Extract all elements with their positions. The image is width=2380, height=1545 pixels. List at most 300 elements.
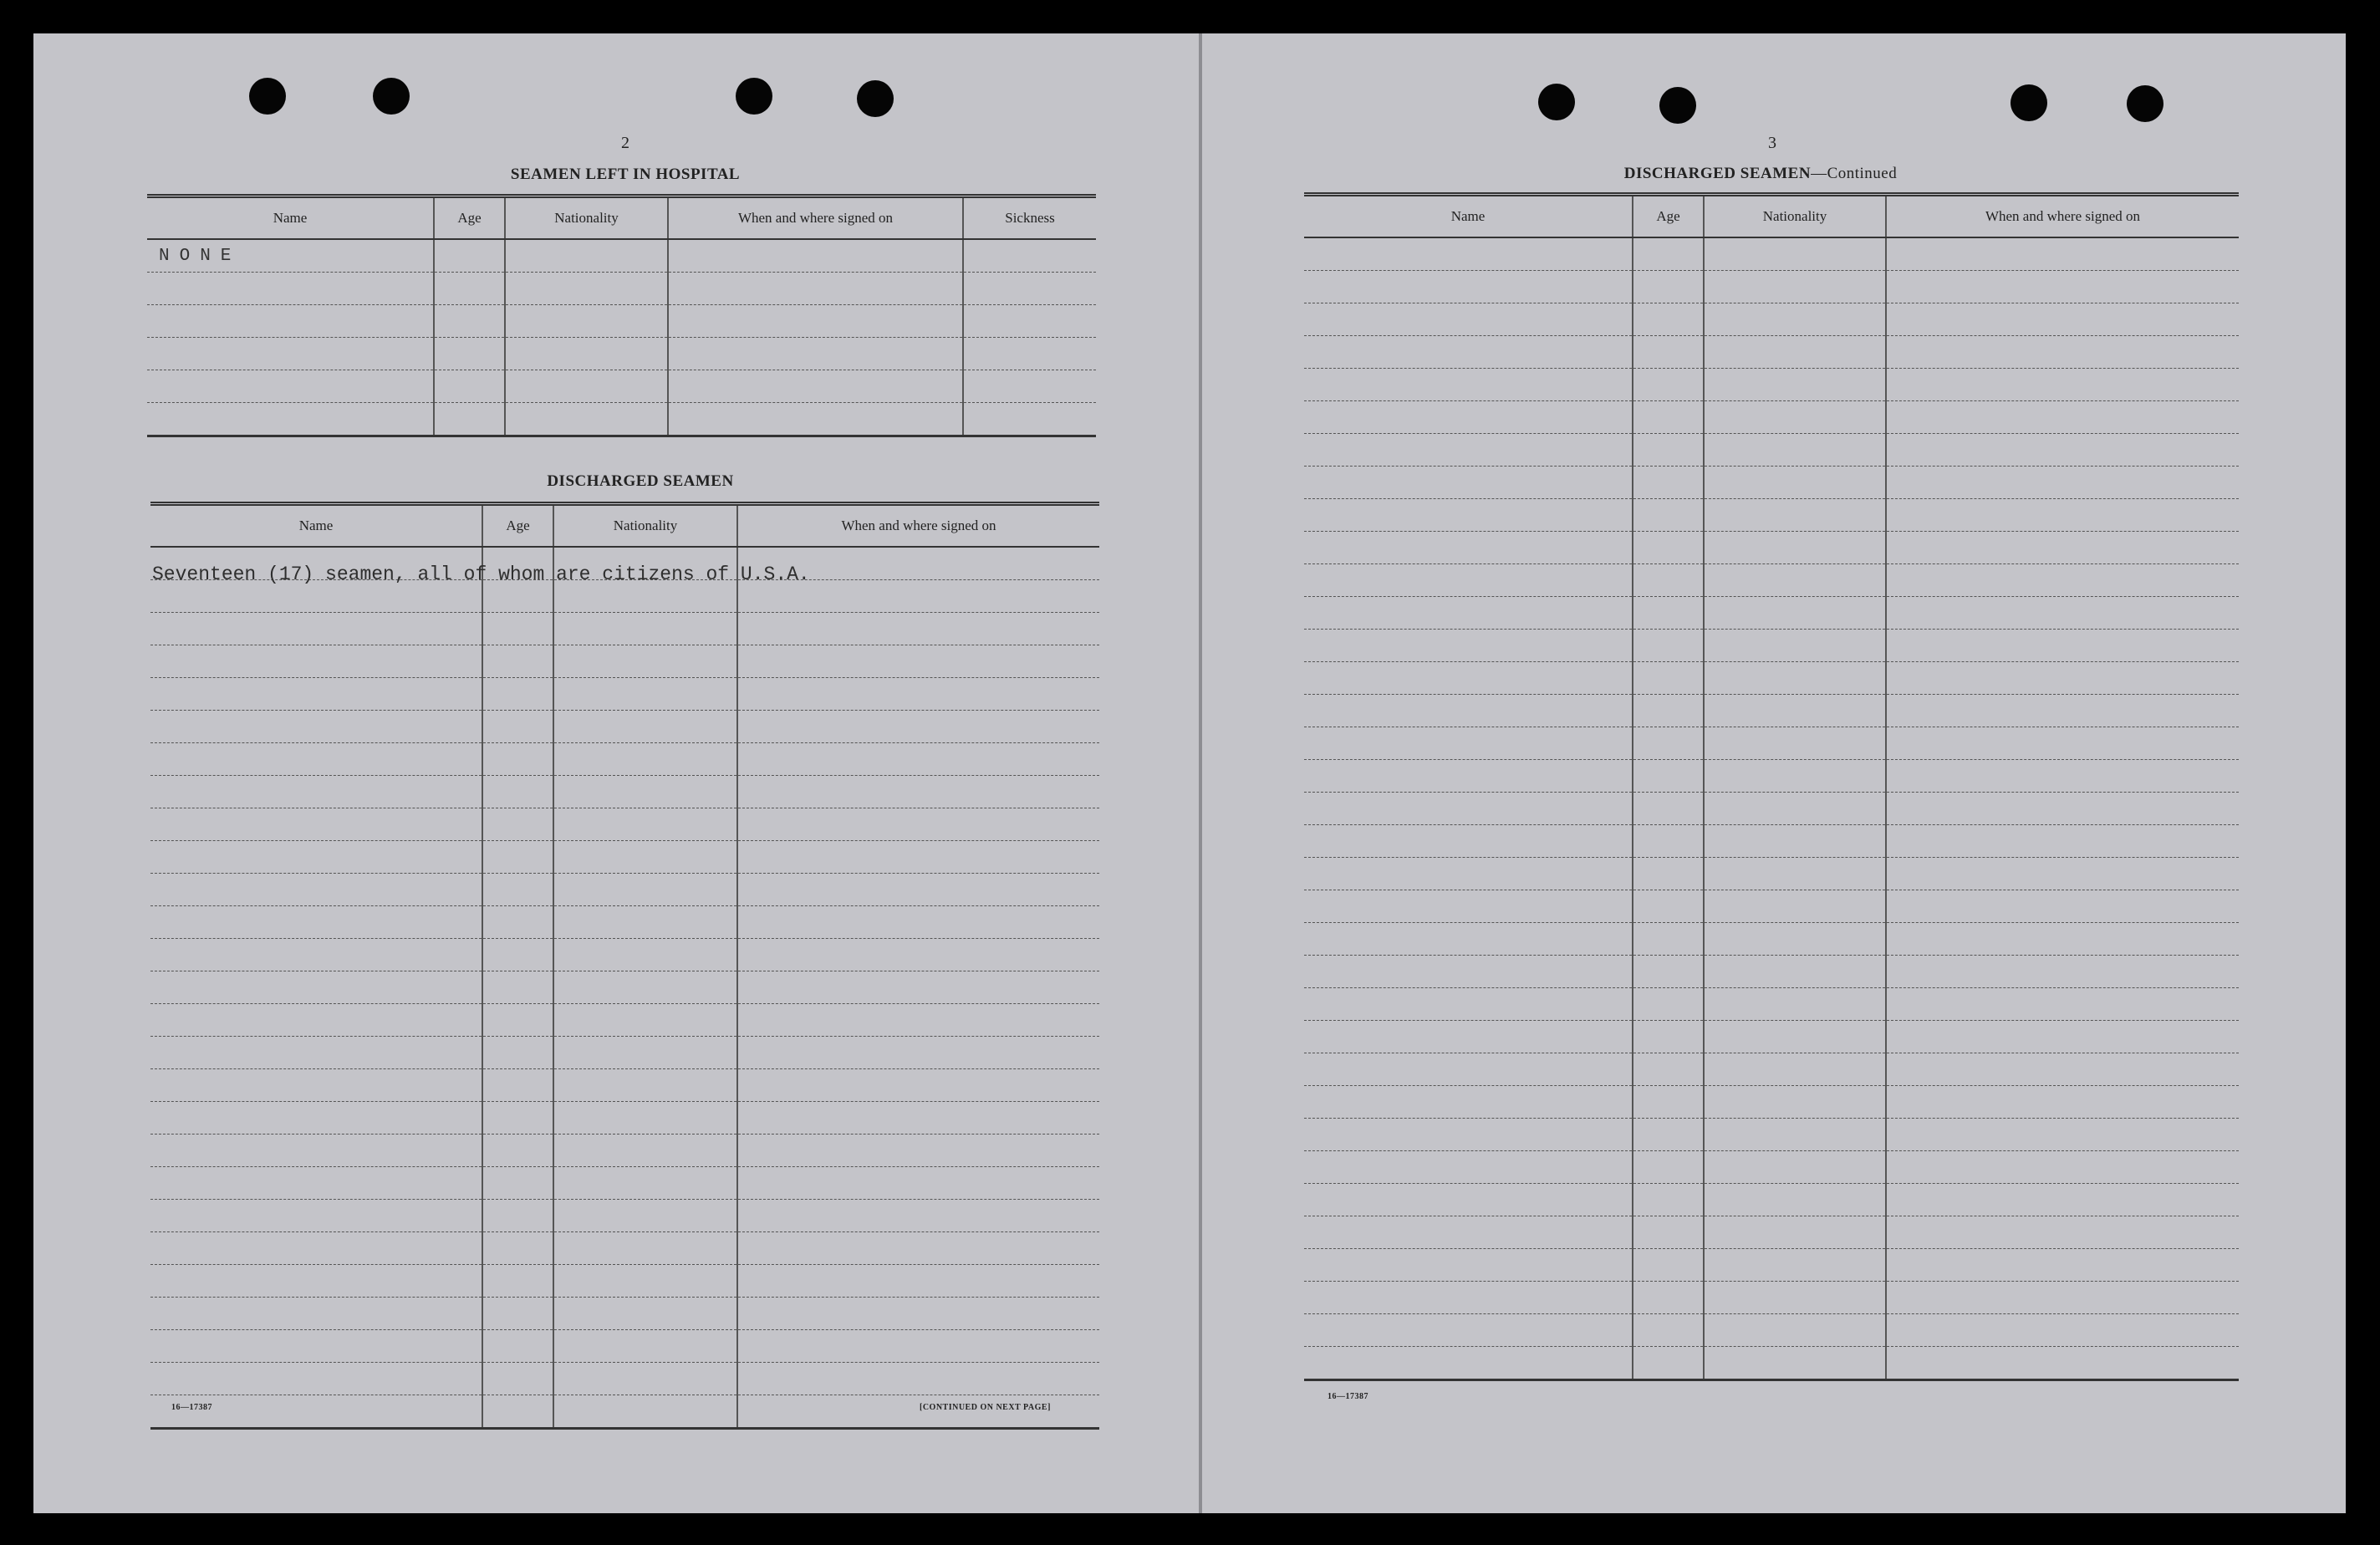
column-header-name: Name — [1304, 195, 1633, 238]
continued-note: [CONTINUED ON NEXT PAGE] — [920, 1403, 1051, 1412]
table-row — [1304, 890, 2239, 923]
table-cell — [1633, 1053, 1704, 1086]
table-cell — [1704, 727, 1886, 760]
table-row — [1304, 825, 2239, 858]
table-cell — [737, 1298, 1099, 1330]
column-header-nationality: Nationality — [505, 196, 668, 240]
table-row — [147, 273, 1096, 305]
table-cell — [737, 808, 1099, 841]
table-cell — [150, 1232, 482, 1265]
table-row — [1304, 1086, 2239, 1119]
table-cell — [1633, 434, 1704, 467]
table-row — [147, 403, 1096, 436]
table-row — [150, 613, 1099, 645]
table-cell — [1886, 303, 2239, 336]
table-cell — [1886, 1314, 2239, 1347]
column-header-signed-on: When and where signed on — [1886, 195, 2239, 238]
table-cell — [553, 776, 737, 808]
table-cell — [150, 1069, 482, 1102]
table-cell — [1633, 597, 1704, 630]
table-cell — [1304, 597, 1633, 630]
table-cell — [1304, 825, 1633, 858]
table-cell — [1886, 662, 2239, 695]
table-cell — [1886, 532, 2239, 564]
table-row — [1304, 1151, 2239, 1184]
table-cell — [150, 971, 482, 1004]
table-cell — [1633, 956, 1704, 988]
table-cell — [1886, 1021, 2239, 1053]
table-row — [1304, 369, 2239, 401]
table-cell — [1704, 303, 1886, 336]
column-header-signed-on: When and where signed on — [668, 196, 963, 240]
table-cell — [482, 1102, 553, 1135]
table-cell — [553, 1069, 737, 1102]
table-cell — [1704, 923, 1886, 956]
table-cell — [1304, 1282, 1633, 1314]
table-cell — [482, 1265, 553, 1298]
table-cell — [553, 613, 737, 645]
table-cell — [1704, 988, 1886, 1021]
table-cell — [1704, 1053, 1886, 1086]
table-row — [150, 906, 1099, 939]
table-cell — [150, 1004, 482, 1037]
table-row — [150, 711, 1099, 743]
column-header-name: Name — [147, 196, 434, 240]
table-cell — [1704, 564, 1886, 597]
table-cell — [1704, 630, 1886, 662]
typed-entry-none: NONE — [159, 246, 242, 266]
table-row — [1304, 793, 2239, 825]
table-cell — [1304, 1119, 1633, 1151]
table-row — [150, 743, 1099, 776]
table-cell — [482, 1330, 553, 1363]
table-cell — [482, 1232, 553, 1265]
table-cell — [150, 711, 482, 743]
table-cell — [1886, 988, 2239, 1021]
table-cell — [1704, 695, 1886, 727]
table-cell — [1886, 336, 2239, 369]
table-cell — [1304, 695, 1633, 727]
table-row — [1304, 271, 2239, 303]
table-cell — [1704, 532, 1886, 564]
table-cell — [482, 613, 553, 645]
table-cell — [482, 971, 553, 1004]
table-row — [150, 776, 1099, 808]
table-cell — [737, 743, 1099, 776]
table-cell — [1633, 988, 1704, 1021]
table-cell — [737, 1167, 1099, 1200]
table-cell — [1304, 793, 1633, 825]
section-title-text: DISCHARGED SEAMEN — [1623, 165, 1812, 182]
table-cell — [482, 1167, 553, 1200]
table-cell — [1304, 1184, 1633, 1216]
table-cell — [553, 841, 737, 874]
table-cell — [1886, 630, 2239, 662]
table-cell — [1304, 1086, 1633, 1119]
table-cell — [1886, 923, 2239, 956]
table-cell — [737, 645, 1099, 678]
table-cell — [1304, 434, 1633, 467]
column-header-nationality: Nationality — [1704, 195, 1886, 238]
table-row — [1304, 336, 2239, 369]
table-cell — [1304, 369, 1633, 401]
table-cell — [1633, 467, 1704, 499]
column-header-nationality: Nationality — [553, 504, 737, 548]
table-cell — [737, 678, 1099, 711]
table-row — [147, 305, 1096, 338]
table-cell — [1633, 401, 1704, 434]
table-cell — [482, 1069, 553, 1102]
table-cell — [1704, 760, 1886, 793]
table-cell — [1633, 1021, 1704, 1053]
table-row — [1304, 597, 2239, 630]
table-cell — [1633, 1184, 1704, 1216]
table-cell — [1304, 499, 1633, 532]
table-cell — [737, 1232, 1099, 1265]
table-cell — [482, 1395, 553, 1429]
table-row — [1304, 858, 2239, 890]
table-cell — [1633, 695, 1704, 727]
table-cell — [553, 1265, 737, 1298]
table-cell — [737, 1135, 1099, 1167]
table-cell — [1886, 793, 2239, 825]
table-cell — [1886, 564, 2239, 597]
table-cell — [1633, 1249, 1704, 1282]
page-number: 2 — [621, 134, 629, 152]
table-cell — [553, 939, 737, 971]
table-cell — [1886, 1119, 2239, 1151]
table-cell — [1633, 793, 1704, 825]
table-cell — [1704, 1021, 1886, 1053]
table-cell — [737, 841, 1099, 874]
table-cell — [1886, 1249, 2239, 1282]
table-row — [150, 939, 1099, 971]
table-cell — [150, 1037, 482, 1069]
discharged-continued-table — [1304, 192, 2239, 1381]
table-cell — [1704, 1282, 1886, 1314]
column-header-signed-on: When and where signed on — [737, 504, 1099, 548]
table-row — [1304, 303, 2239, 336]
table-cell — [1633, 727, 1704, 760]
discharged-table — [150, 502, 1099, 1430]
binder-hole — [2127, 85, 2163, 122]
table-cell — [1633, 1282, 1704, 1314]
binder-hole — [736, 78, 772, 115]
table-cell — [1886, 825, 2239, 858]
table-cell — [1704, 1347, 1886, 1380]
table-cell — [1304, 401, 1633, 434]
table-cell — [737, 1037, 1099, 1069]
table-cell — [1633, 369, 1704, 401]
table-cell — [1704, 858, 1886, 890]
table-cell — [482, 1200, 553, 1232]
table-row — [150, 678, 1099, 711]
table-cell — [1704, 1249, 1886, 1282]
table-cell — [150, 1135, 482, 1167]
table-cell — [482, 711, 553, 743]
table-cell — [553, 1037, 737, 1069]
table-row — [1304, 467, 2239, 499]
table-cell — [150, 776, 482, 808]
table-cell — [737, 1004, 1099, 1037]
column-header-age: Age — [482, 504, 553, 548]
table-cell — [553, 874, 737, 906]
column-header-age: Age — [434, 196, 505, 240]
table-cell — [482, 678, 553, 711]
table-row — [1304, 662, 2239, 695]
table-cell — [150, 1200, 482, 1232]
table-cell — [482, 645, 553, 678]
column-header-sickness: Sickness — [963, 196, 1096, 240]
table-row — [150, 1004, 1099, 1037]
table-cell — [1304, 956, 1633, 988]
table-cell — [1704, 1314, 1886, 1347]
table-cell — [553, 1102, 737, 1135]
table-cell — [1304, 336, 1633, 369]
table-cell — [1886, 467, 2239, 499]
table-row — [1304, 695, 2239, 727]
table-cell — [1704, 434, 1886, 467]
table-row — [1304, 1249, 2239, 1282]
table-cell — [1304, 271, 1633, 303]
table-cell — [1704, 1151, 1886, 1184]
page-number: 3 — [1768, 134, 1776, 152]
table-cell — [1704, 369, 1886, 401]
table-cell — [1304, 1021, 1633, 1053]
table-cell — [553, 1135, 737, 1167]
table-cell — [1304, 564, 1633, 597]
table-cell — [553, 1200, 737, 1232]
table-row — [1304, 564, 2239, 597]
table-cell — [1704, 271, 1886, 303]
table-cell — [737, 1102, 1099, 1135]
table-cell — [1633, 237, 1704, 271]
table-cell — [1886, 858, 2239, 890]
table-cell — [1886, 1053, 2239, 1086]
table-cell — [1304, 630, 1633, 662]
table-row — [1304, 956, 2239, 988]
column-header-name: Name — [150, 504, 482, 548]
table-cell — [150, 1363, 482, 1395]
table-cell — [737, 711, 1099, 743]
table-cell — [150, 906, 482, 939]
table-cell — [482, 1298, 553, 1330]
table-cell — [1633, 532, 1704, 564]
table-cell — [1633, 825, 1704, 858]
section-title-hospital: SEAMEN LEFT IN HOSPITAL — [510, 166, 741, 183]
table-cell — [1704, 237, 1886, 271]
table-cell — [1704, 336, 1886, 369]
table-cell — [1304, 467, 1633, 499]
table-cell — [1704, 499, 1886, 532]
table-row — [1304, 1119, 2239, 1151]
form-number: 16—17387 — [171, 1403, 212, 1412]
table-cell — [150, 1298, 482, 1330]
table-row — [150, 874, 1099, 906]
table-row — [1304, 988, 2239, 1021]
table-cell — [1633, 1151, 1704, 1184]
table-cell — [1704, 1119, 1886, 1151]
table-cell — [150, 1102, 482, 1135]
table-row — [150, 1298, 1099, 1330]
table-row — [1304, 727, 2239, 760]
table-cell — [150, 808, 482, 841]
table-cell — [1704, 793, 1886, 825]
table-cell — [150, 743, 482, 776]
table-row — [150, 1037, 1099, 1069]
table-cell — [553, 1298, 737, 1330]
table-row — [1304, 1021, 2239, 1053]
table-cell — [1304, 760, 1633, 793]
table-cell — [150, 1330, 482, 1363]
table-cell — [1633, 630, 1704, 662]
table-cell — [1633, 271, 1704, 303]
table-cell — [553, 1330, 737, 1363]
table-cell — [1633, 1347, 1704, 1380]
table-cell — [1886, 1151, 2239, 1184]
table-cell — [1886, 434, 2239, 467]
table-cell — [553, 1395, 737, 1429]
table-row — [1304, 1314, 2239, 1347]
table-cell — [1633, 1119, 1704, 1151]
table-row — [147, 370, 1096, 403]
binder-hole — [249, 78, 286, 115]
table-cell — [553, 1004, 737, 1037]
table-cell — [1886, 271, 2239, 303]
table-cell — [482, 939, 553, 971]
table-row — [150, 841, 1099, 874]
table-cell — [1886, 1282, 2239, 1314]
table-cell — [1886, 1086, 2239, 1119]
table-row — [150, 1167, 1099, 1200]
table-cell — [1633, 1314, 1704, 1347]
table-cell — [553, 1363, 737, 1395]
table-cell — [150, 1265, 482, 1298]
table-cell — [1886, 890, 2239, 923]
table-cell — [1633, 662, 1704, 695]
table-cell — [1633, 1086, 1704, 1119]
table-cell — [737, 939, 1099, 971]
table-row — [1304, 1184, 2239, 1216]
table-cell — [1704, 890, 1886, 923]
table-cell — [737, 906, 1099, 939]
table-row — [1304, 237, 2239, 271]
table-cell — [737, 1330, 1099, 1363]
table-cell — [1633, 303, 1704, 336]
section-title-suffix: —Continued — [1811, 165, 1898, 182]
table-cell — [1704, 1184, 1886, 1216]
hospital-table — [147, 194, 1096, 437]
column-header-age: Age — [1633, 195, 1704, 238]
table-row — [1304, 1216, 2239, 1249]
table-row — [150, 971, 1099, 1004]
table-cell — [482, 1135, 553, 1167]
section-title-discharged-continued — [1510, 165, 2011, 183]
typed-entry-seventeen-seamen: Seventeen (17) seamen, all of whom are citizens of U.S.A. — [152, 563, 810, 585]
table-row — [150, 1232, 1099, 1265]
table-cell — [150, 678, 482, 711]
table-cell — [1304, 727, 1633, 760]
table-cell — [1633, 858, 1704, 890]
table-cell — [1633, 336, 1704, 369]
table-cell — [1886, 1347, 2239, 1380]
table-cell — [737, 1363, 1099, 1395]
table-cell — [482, 808, 553, 841]
table-cell — [482, 1037, 553, 1069]
table-cell — [1633, 564, 1704, 597]
table-cell — [1886, 597, 2239, 630]
table-cell — [1304, 1314, 1633, 1347]
table-cell — [1633, 923, 1704, 956]
table-cell — [482, 776, 553, 808]
table-cell — [1886, 695, 2239, 727]
table-cell — [737, 613, 1099, 645]
table-cell — [1886, 401, 2239, 434]
table-header-row — [147, 196, 1096, 240]
table-cell — [1633, 760, 1704, 793]
table-row — [150, 1069, 1099, 1102]
table-row — [150, 645, 1099, 678]
table-row — [1304, 1347, 2239, 1380]
table-cell — [1304, 1249, 1633, 1282]
table-cell — [1304, 858, 1633, 890]
table-row — [1304, 630, 2239, 662]
table-row — [1304, 434, 2239, 467]
table-cell — [1704, 401, 1886, 434]
table-cell — [150, 613, 482, 645]
table-row — [150, 1102, 1099, 1135]
table-cell — [482, 874, 553, 906]
table-cell — [737, 776, 1099, 808]
table-cell — [1304, 923, 1633, 956]
table-row — [150, 1265, 1099, 1298]
table-cell — [482, 1363, 553, 1395]
table-row — [1304, 1282, 2239, 1314]
table-cell — [1304, 988, 1633, 1021]
table-cell — [482, 743, 553, 776]
table-cell — [1304, 890, 1633, 923]
table-cell — [482, 906, 553, 939]
table-cell — [553, 645, 737, 678]
table-row — [150, 1135, 1099, 1167]
table-cell — [482, 841, 553, 874]
binder-hole — [2011, 84, 2047, 121]
table-row — [150, 1200, 1099, 1232]
table-cell — [1886, 369, 2239, 401]
table-header-row — [150, 504, 1099, 548]
table-cell — [1704, 467, 1886, 499]
table-cell — [553, 743, 737, 776]
binder-hole — [1659, 87, 1696, 124]
table-cell — [1886, 1216, 2239, 1249]
table-cell — [1304, 532, 1633, 564]
table-cell — [150, 939, 482, 971]
table-cell — [1304, 237, 1633, 271]
page-fold — [1199, 33, 1202, 1513]
table-cell — [737, 874, 1099, 906]
table-row — [150, 808, 1099, 841]
table-cell — [482, 1004, 553, 1037]
table-cell — [1704, 597, 1886, 630]
table-cell — [1886, 727, 2239, 760]
table-cell — [1304, 1151, 1633, 1184]
table-cell — [1304, 662, 1633, 695]
form-number: 16—17387 — [1328, 1392, 1368, 1401]
table-cell — [737, 1265, 1099, 1298]
binder-hole — [373, 78, 410, 115]
table-cell — [553, 1232, 737, 1265]
table-row — [150, 1330, 1099, 1363]
